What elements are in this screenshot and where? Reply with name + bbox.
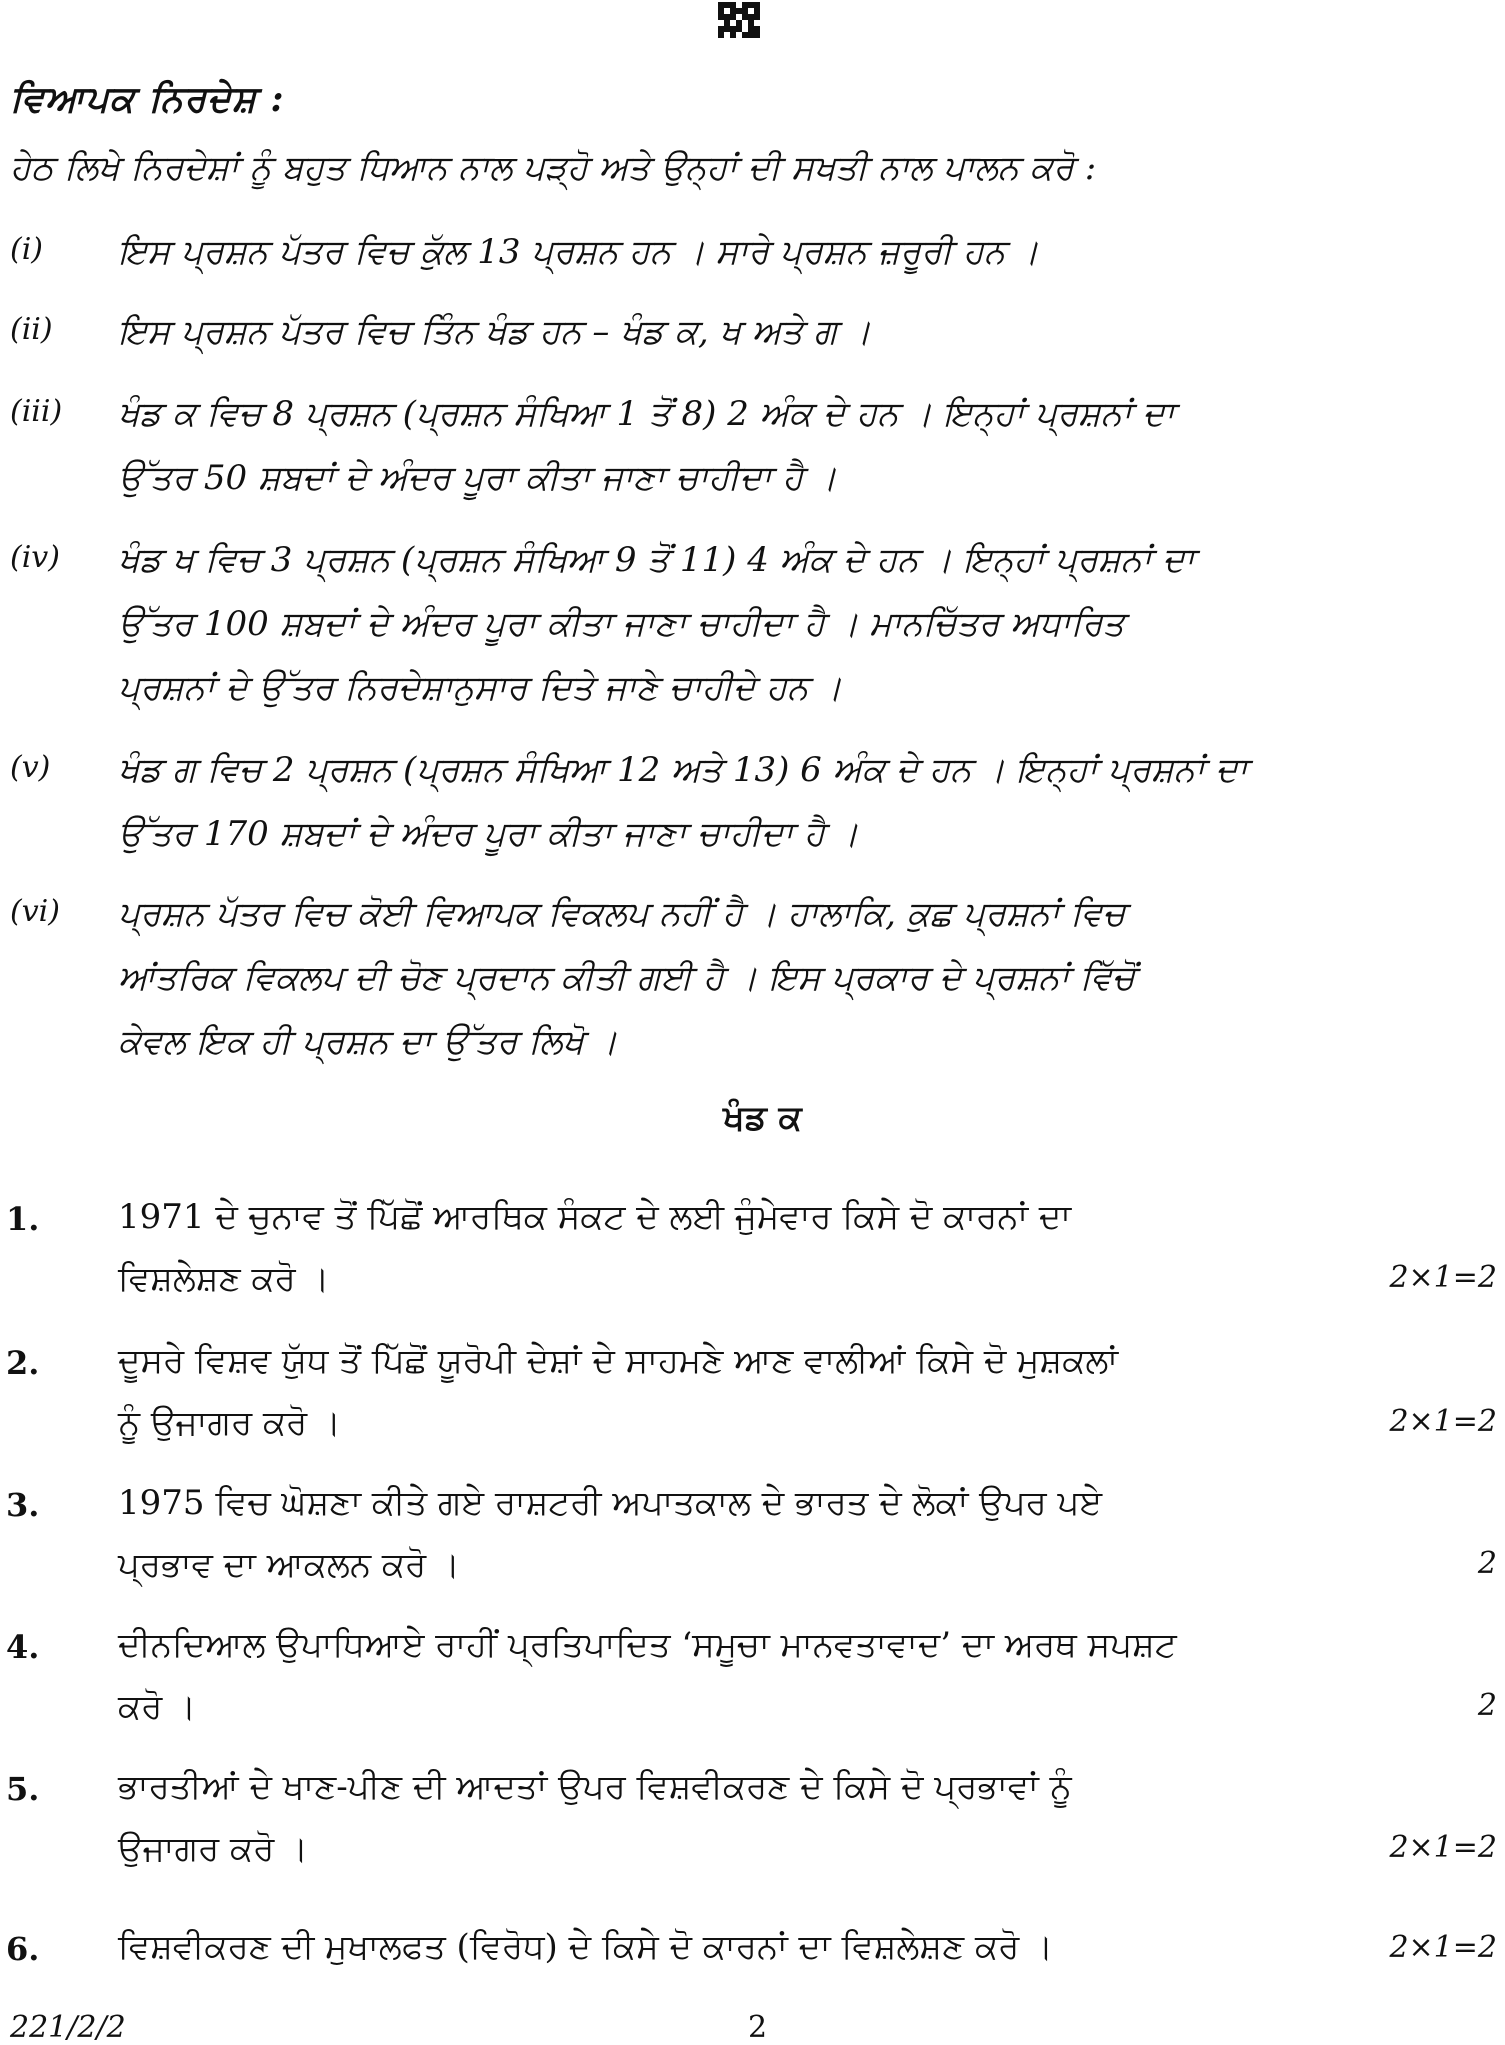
instruction-line: ਉੱਤਰ 50 ਸ਼ਬਦਾਂ ਦੇ ਅੰਦਰ ਪੂਰਾ ਕੀਤਾ ਜਾਣਾ ਚਾਹੀਦਾ ਹੈ । (118, 458, 837, 498)
question-marks: 2×1=2 (1389, 1930, 1497, 1965)
question-line: ਉਜਾਗਰ ਕਰੋ । (118, 1829, 309, 1869)
question-line: ਕਰੋ । (118, 1687, 196, 1727)
instruction-line: ਇਸ ਪ੍ਰਸ਼ਨ ਪੱਤਰ ਵਿਚ ਕੁੱਲ 13 ਪ੍ਰਸ਼ਨ ਹਨ । ਸਾਰੇ ਪ੍ਰਸ਼ਨ ਜ਼ਰੂਰੀ ਹਨ । (118, 232, 1039, 272)
question-marks: 2 (1477, 1688, 1497, 1723)
instruction-number: (ii) (10, 312, 53, 347)
paper-code: 221/2/2 (10, 2010, 126, 2045)
question-number: 6. (6, 1930, 40, 1968)
question-number: 5. (6, 1770, 40, 1808)
question-line: 1971 ਦੇ ਚੁਨਾਵ ਤੋਂ ਪਿੱਛੋਂ ਆਰਥਿਕ ਸੰਕਟ ਦੇ ਲਈ ਜੁੰਮੇਵਾਰ ਕਿਸੇ ਦੋ ਕਾਰਨਾਂ ਦਾ (118, 1197, 1072, 1237)
question-line: ਦੀਨਦਿਆਲ ਉਪਾਧਿਆਏ ਰਾਹੀਂ ਪ੍ਰਤਿਪਾਦਿਤ ‘ਸਮੂਚਾ ਮਾਨਵਤਾਵਾਦ’ ਦਾ ਅਰਥ ਸਪਸ਼ਟ (118, 1625, 1177, 1665)
instruction-line: ਉੱਤਰ 100 ਸ਼ਬਦਾਂ ਦੇ ਅੰਦਰ ਪੂਰਾ ਕੀਤਾ ਜਾਣਾ ਚਾਹੀਦਾ ਹੈ । ਮਾਨਚਿੱਤਰ ਅਧਾਰਿਤ (118, 604, 1125, 644)
instruction-line: ਪ੍ਰਸ਼ਨ ਪੱਤਰ ਵਿਚ ਕੋਈ ਵਿਆਪਕ ਵਿਕਲਪ ਨਹੀਂ ਹੈ । ਹਾਲਾਕਿ, ਕੁਛ ਪ੍ਰਸ਼ਨਾਂ ਵਿਚ (118, 894, 1126, 934)
question-number: 3. (6, 1486, 40, 1524)
instructions-intro: ਹੇਠ ਲਿਖੇ ਨਿਰਦੇਸ਼ਾਂ ਨੂੰ ਬਹੁਤ ਧਿਆਨ ਨਾਲ ਪੜ੍ਹੋ ਅਤੇ ਉਨ੍ਹਾਂ ਦੀ ਸਖਤੀ ਨਾਲ ਪਾਲਨ ਕਰੋ : (10, 148, 1097, 188)
instruction-line: ਖੰਡ ਖ ਵਿਚ 3 ਪ੍ਰਸ਼ਨ (ਪ੍ਰਸ਼ਨ ਸੰਖਿਆ 9 ਤੋਂ 11) 4 ਅੰਕ ਦੇ ਹਨ । ਇਨ੍ਹਾਂ ਪ੍ਰਸ਼ਨਾਂ ਦਾ (118, 540, 1195, 580)
question-line: ਨੂੰ ਉਜਾਗਰ ਕਰੋ । (118, 1403, 341, 1443)
question-marks: 2×1=2 (1389, 1260, 1497, 1295)
instruction-line: ਖੰਡ ਕ ਵਿਚ 8 ਪ੍ਰਸ਼ਨ (ਪ੍ਰਸ਼ਨ ਸੰਖਿਆ 1 ਤੋਂ 8) 2 ਅੰਕ ਦੇ ਹਨ । ਇਨ੍ਹਾਂ ਪ੍ਰਸ਼ਨਾਂ ਦਾ (118, 394, 1175, 434)
section-title: ਖੰਡ ਕ (723, 1098, 802, 1138)
instruction-line: ਪ੍ਰਸ਼ਨਾਂ ਦੇ ਉੱਤਰ ਨਿਰਦੇਸ਼ਾਨੁਸਾਰ ਦਿਤੇ ਜਾਣੇ ਚਾਹੀਦੇ ਹਨ । (118, 668, 843, 708)
qr-code (718, 2, 760, 40)
page-number: 2 (748, 2010, 768, 2045)
instruction-line: ਉੱਤਰ 170 ਸ਼ਬਦਾਂ ਦੇ ਅੰਦਰ ਪੂਰਾ ਕੀਤਾ ਜਾਣਾ ਚਾਹੀਦਾ ਹੈ । (118, 814, 859, 854)
question-number: 4. (6, 1628, 40, 1666)
instruction-number: (iii) (10, 394, 63, 429)
instruction-line: ਆਂਤਰਿਕ ਵਿਕਲਪ ਦੀ ਚੋਣ ਪ੍ਰਦਾਨ ਕੀਤੀ ਗਈ ਹੈ । ਇਸ ਪ੍ਰਕਾਰ ਦੇ ਪ੍ਰਸ਼ਨਾਂ ਵਿੱਚੋਂ (118, 958, 1135, 998)
question-line: ਭਾਰਤੀਆਂ ਦੇ ਖਾਣ-ਪੀਣ ਦੀ ਆਦਤਾਂ ਉਪਰ ਵਿਸ਼ਵੀਕਰਣ ਦੇ ਕਿਸੇ ਦੋ ਪ੍ਰਭਾਵਾਂ ਨੂੰ (118, 1767, 1072, 1807)
instruction-number: (vi) (10, 894, 60, 929)
question-line: ਦੂਸਰੇ ਵਿਸ਼ਵ ਯੁੱਧ ਤੋਂ ਪਿੱਛੋਂ ਯੂਰੋਪੀ ਦੇਸ਼ਾਂ ਦੇ ਸਾਹਮਣੇ ਆਣ ਵਾਲੀਆਂ ਕਿਸੇ ਦੋ ਮੁਸ਼ਕਲਾਂ (118, 1341, 1118, 1381)
question-line: ਵਿਸ਼ਲੇਸ਼ਣ ਕਰੋ । (118, 1259, 330, 1299)
question-number: 1. (6, 1200, 40, 1238)
question-marks: 2 (1477, 1546, 1497, 1581)
instruction-number: (iv) (10, 540, 60, 575)
instruction-line: ਖੰਡ ਗ ਵਿਚ 2 ਪ੍ਰਸ਼ਨ (ਪ੍ਰਸ਼ਨ ਸੰਖਿਆ 12 ਅਤੇ 13) 6 ਅੰਕ ਦੇ ਹਨ । ਇਨ੍ਹਾਂ ਪ੍ਰਸ਼ਨਾਂ ਦਾ (118, 750, 1248, 790)
question-marks: 2×1=2 (1389, 1404, 1497, 1439)
question-line: 1975 ਵਿਚ ਘੋਸ਼ਣਾ ਕੀਤੇ ਗਏ ਰਾਸ਼ਟਰੀ ਅਪਾਤਕਾਲ ਦੇ ਭਾਰਤ ਦੇ ਲੋਕਾਂ ਉਪਰ ਪਏ (118, 1483, 1103, 1523)
general-instructions-heading: ਵਿਆਪਕ ਨਿਰਦੇਸ਼ : (10, 78, 285, 120)
instruction-number: (i) (10, 232, 44, 267)
question-line: ਵਿਸ਼ਵੀਕਰਣ ਦੀ ਮੁਖਾਲਫਤ (ਵਿਰੋਧ) ਦੇ ਕਿਸੇ ਦੋ ਕਾਰਨਾਂ ਦਾ ਵਿਸ਼ਲੇਸ਼ਣ ਕਰੋ । (118, 1927, 1053, 1967)
instruction-line: ਕੇਵਲ ਇਕ ਹੀ ਪ੍ਰਸ਼ਨ ਦਾ ਉੱਤਰ ਲਿਖੋ । (118, 1022, 618, 1062)
question-number: 2. (6, 1344, 40, 1382)
instruction-line: ਇਸ ਪ੍ਰਸ਼ਨ ਪੱਤਰ ਵਿਚ ਤਿੰਨ ਖੰਡ ਹਨ – ਖੰਡ ਕ, ਖ ਅਤੇ ਗ । (118, 312, 872, 352)
instruction-number: (v) (10, 750, 51, 785)
question-line: ਪ੍ਰਭਾਵ ਦਾ ਆਕਲਨ ਕਰੋ । (118, 1545, 460, 1585)
question-marks: 2×1=2 (1389, 1830, 1497, 1865)
